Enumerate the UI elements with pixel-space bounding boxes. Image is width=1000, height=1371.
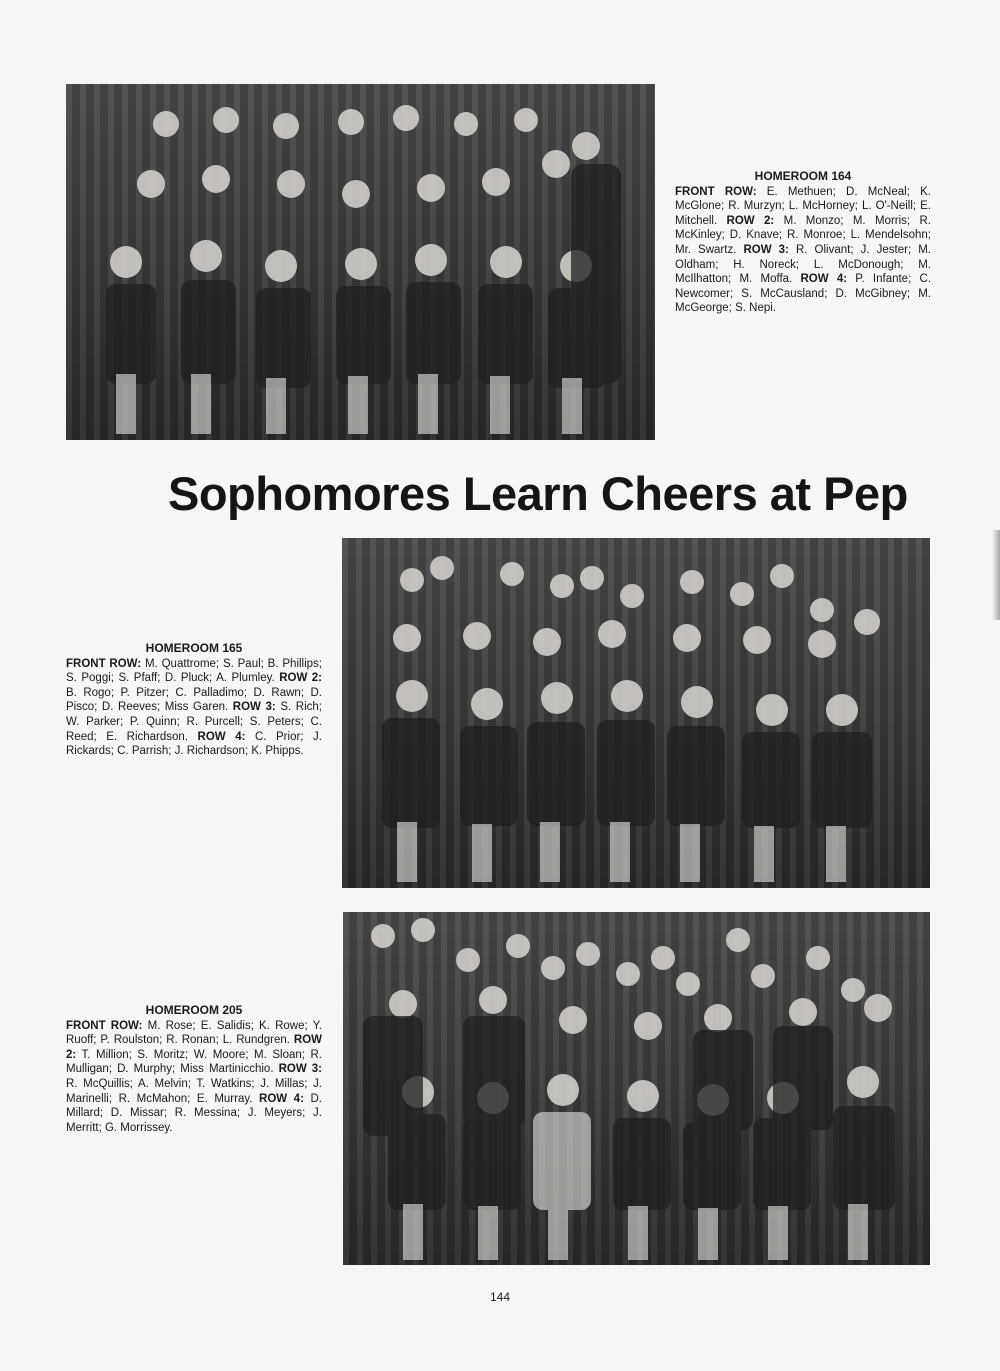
group-photo-silhouettes — [66, 84, 655, 440]
row-names: P. Infante; C. Newcomer; S. McCausland; D. McGibney; M. McGeorge; S. Nepi. — [675, 273, 932, 315]
row-label: ROW 4: — [800, 273, 848, 286]
group-photo-silhouettes — [342, 538, 930, 888]
row-label: FRONT ROW: — [675, 185, 757, 198]
row-names: M. Monzo; M. Morris; R. McKinley; D. Knave; R. Monroe; L. Mendelsohn; Mr. Swartz. — [675, 214, 931, 256]
row-label: ROW 2: — [726, 214, 775, 227]
homeroom-165-photo — [342, 538, 930, 888]
row-label: ROW 4: — [259, 1092, 304, 1105]
row-label: ROW 3: — [278, 1063, 322, 1076]
caption-heading: HOMEROOM 164 — [754, 169, 852, 183]
row-names: B. Rogo; P. Pitzer; C. Palladimo; D. Rawn; D. Pisco; D. Reeves; Miss Garen. — [66, 686, 322, 714]
page-headline: Sophomores Learn Cheers at Pep — [168, 467, 908, 520]
row-names: M. Rose; E. Salidis; K. Rowe; Y. Ruoff; P. Roulston; R. Ronan; L. Rundgren. — [66, 1019, 322, 1047]
homeroom-164-photo — [66, 84, 655, 440]
homeroom-205-photo — [343, 912, 930, 1265]
caption-heading: HOMEROOM 205 — [145, 1003, 243, 1017]
row-label: FRONT ROW: — [66, 657, 142, 670]
group-photo-silhouettes — [343, 912, 930, 1265]
row-names: E. Methuen; D. McNeal; K. McGlone; R. Murzyn; L. McHorney; L. O'-Neill; E. Mitchell. — [675, 185, 931, 227]
row-label: ROW 3: — [232, 701, 276, 714]
row-label: ROW 2: — [279, 672, 323, 685]
page-edge-shadow — [992, 530, 1000, 620]
row-names: S. Rich; W. Parker; P. Quinn; R. Purcell; S. Peters; C. Reed; E. Richardson. — [66, 701, 322, 743]
caption-heading: HOMEROOM 165 — [145, 641, 243, 655]
row-names: R. McQuillis; A. Melvin; T. Watkins; J. Millas; J. Marinelli; R. McMahon; E. Murray. — [66, 1077, 322, 1105]
row-names: T. Million; S. Moritz; W. Moore; M. Sloan; R. Mulligan; D. Murphy; Miss Martinicchio. — [66, 1048, 322, 1076]
row-names: R. Olivant; J. Jester; M. Oldham; H. Noreck; L. McDonough; M. McIlhatton; M. Moffa. — [675, 243, 931, 286]
row-label: ROW 4: — [197, 730, 246, 743]
row-names: C. Prior; J. Rickards; C. Parrish; J. Richardson; K. Phipps. — [66, 730, 322, 758]
homeroom-165-caption — [66, 641, 322, 759]
row-label: FRONT ROW: — [66, 1019, 143, 1032]
homeroom-205-caption — [66, 1003, 322, 1135]
page-number: 144 — [489, 1290, 511, 1304]
row-label: ROW 3: — [743, 243, 789, 256]
row-names: D. Millard; D. Missar; R. Messina; J. Meyers; J. Merritt; G. Morrissey. — [66, 1092, 322, 1134]
row-names: M. Quattrome; S. Paul; B. Phillips; S. Poggi; S. Pfaff; D. Pluck; A. Plumley. — [66, 657, 322, 685]
row-label: ROW 2: — [66, 1034, 322, 1061]
homeroom-164-caption — [675, 169, 931, 316]
